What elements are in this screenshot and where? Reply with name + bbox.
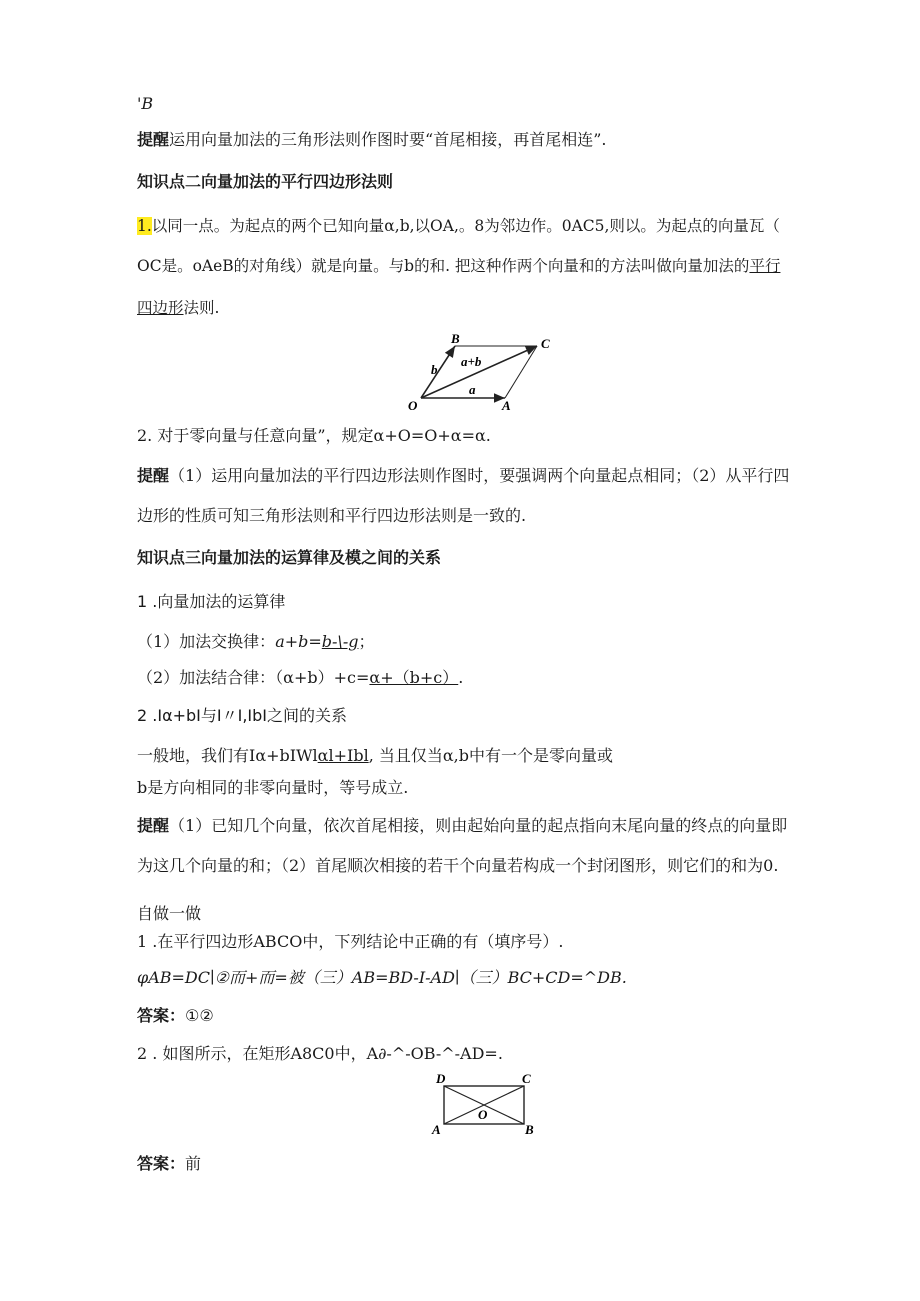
tip-3-line-2: 为这几个向量的和；（2）首尾顺次相接的若干个向量若构成一个封闭图形，则它们的和为0. [137,856,779,875]
answer-label: 答案： [137,1154,186,1173]
underlined-answer: b-\-g [321,632,359,651]
underlined-answer: αl+Ibl [317,746,369,765]
answer-label: 答案： [137,1006,186,1025]
label-C: C [522,1072,531,1086]
answer-1: 答案：①② [137,1006,214,1025]
answer-2: 答案：前 [137,1154,202,1173]
label-B: B [525,1122,534,1137]
question-1-options: φAB=DC∣②而+而=被（三）AB=BD-I-AD∣（三）BC+CD=^DB. [137,968,627,987]
para-1-line-2: OC是。oAeB的对角线）就是向量。与b的和. 把这种作两个向量和的方法叫做向量加法的平行 [137,257,781,275]
question-2: 2 . 如图所示，在矩形A8C0中，A∂-^-OB-^-AD=. [137,1044,503,1063]
label-D: D [436,1072,446,1086]
tip-2-line-2: 边形的性质可知三角形法则和平行四边形法则是一致的. [137,506,527,525]
rectangle-figure [430,1072,540,1138]
tip-3-line-1: 提醒（1）已知几个向量，依次首尾相接，则由起始向量的起点指向末尾向量的终点的向量即 [137,816,788,835]
label-a-plus-b: a+b [461,354,482,369]
underlined-term: 四边形 [137,299,184,317]
label-A: A [432,1122,441,1137]
modulus-line-1: 一般地，我们有Iα+bIWlαl+Ibl, 当且仅当α,b中有一个是零向量或 [137,746,613,765]
highlight-number: 1. [137,217,152,235]
label-C: C [541,336,550,351]
label-O: O [478,1107,488,1122]
tip-label: 提醒 [137,466,170,485]
tip-1 [137,128,606,152]
question-1: 1 .在平行四边形ABCO中，下列结论中正确的有（填序号）. [137,932,564,951]
parallelogram-figure [405,330,565,414]
section-title-3: 知识点三向量加法的运算律及模之间的关系 [137,548,442,567]
underlined-term: 平行 [749,257,781,275]
tip-2-line-1: 提醒（1）运用向量加法的平行四边形法则作图时，要强调两个向量起点相同；（2）从平行四 [137,466,790,485]
label-B: B [451,331,460,346]
tip-label: 提醒 [137,816,170,835]
law-heading: 1 .向量加法的运算律 [137,592,286,611]
associative-law: （2）加法结合律：（α+b）+c=α+（b+c）. [137,668,464,687]
tip-label: 提醒 [137,130,170,149]
modulus-line-2: b是方向相同的非零向量时，等号成立. [137,778,409,797]
exercise-title: 自做一做 [137,904,202,923]
para-2: 2. 对于零向量与任意向量”，规定α+O=O+α=α. [137,426,491,445]
underlined-answer: α+（b+c） [369,668,459,687]
label-A: A [502,398,511,413]
para-1-line-3: 四边形法则. [137,299,220,317]
label-a: a [469,382,476,397]
label-O: O [408,398,418,413]
section-title-2: 知识点二向量加法的平行四边形法则 [137,172,394,191]
para-1-line-1: 1.以同一点。为起点的两个已知向量α,b,以OA,。8为邻边作。0AC5,则以。为起点的向量瓦（ [137,217,780,235]
top-mark: 'B [137,94,154,113]
tip-text: 运用向量加法的三角形法则作图时要“首尾相接，再首尾相连”. [169,130,607,149]
modulus-heading: 2 .Iα+bI与I〃I,IbI之间的关系 [137,706,348,725]
label-b: b [431,362,438,377]
commutative-law: （1）加法交换律：a+b=b-\-g； [137,632,375,651]
